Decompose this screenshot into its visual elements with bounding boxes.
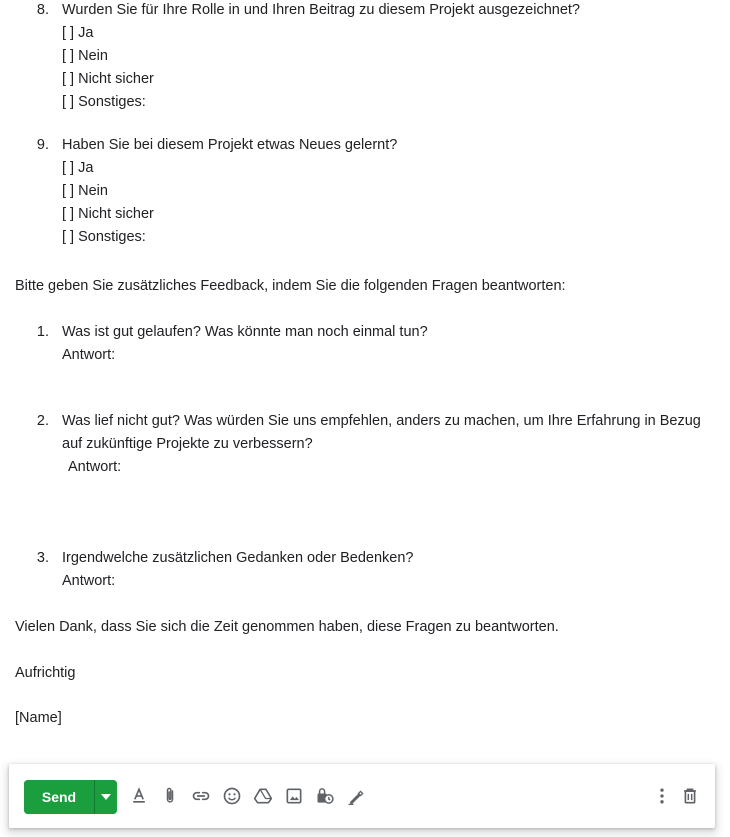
option-nicht-sicher: [ ] Nicht sicher bbox=[62, 71, 154, 87]
more-options-icon[interactable] bbox=[650, 784, 674, 808]
attach-icon[interactable] bbox=[158, 784, 182, 808]
answer-label: Antwort: bbox=[68, 459, 122, 475]
question-number: 1. bbox=[36, 324, 49, 340]
closing-signoff: Aufrichtig bbox=[15, 665, 76, 681]
compose-toolbar bbox=[9, 764, 715, 828]
question-text: Was ist gut gelaufen? Was könnte man noch einmal tun? bbox=[62, 324, 428, 340]
formatting-icon[interactable] bbox=[127, 784, 151, 808]
caret-down-icon bbox=[101, 794, 111, 800]
answer-label: Antwort: bbox=[62, 573, 116, 589]
send-button-group bbox=[24, 780, 117, 814]
question-text: Haben Sie bei diesem Projekt etwas Neues gelernt? bbox=[62, 137, 398, 153]
option-nicht-sicher: [ ] Nicht sicher bbox=[62, 206, 154, 222]
question-number: 3. bbox=[36, 550, 49, 566]
closing-name: [Name] bbox=[15, 710, 62, 726]
confidential-icon[interactable] bbox=[313, 784, 337, 808]
answer-label: Antwort: bbox=[62, 347, 116, 363]
send-options-button[interactable] bbox=[95, 780, 117, 814]
question-number: 9. bbox=[36, 137, 49, 153]
option-ja: [ ] Ja bbox=[62, 160, 94, 176]
question-text: Irgendwelche zusätzlichen Gedanken oder Bedenken? bbox=[62, 550, 414, 566]
discard-icon[interactable] bbox=[678, 784, 702, 808]
emoji-icon[interactable] bbox=[220, 784, 244, 808]
link-icon[interactable] bbox=[189, 784, 213, 808]
question-text: Was lief nicht gut? Was würden Sie uns empfehlen, anders zu machen, um Ihre Erfahrung in Bezug bbox=[62, 413, 701, 429]
option-nein: [ ] Nein bbox=[62, 48, 108, 64]
photo-icon[interactable] bbox=[282, 784, 306, 808]
option-sonstiges: [ ] Sonstiges: bbox=[62, 229, 146, 245]
send-button[interactable]: Send bbox=[24, 780, 94, 814]
question-text-continued: auf zukünftige Projekte zu verbessern? bbox=[62, 436, 313, 452]
signature-icon[interactable] bbox=[344, 784, 368, 808]
option-sonstiges: [ ] Sonstiges: bbox=[62, 94, 146, 110]
question-number: 8. bbox=[36, 2, 49, 18]
drive-icon[interactable] bbox=[251, 784, 275, 808]
closing-thanks: Vielen Dank, dass Sie sich die Zeit genommen haben, diese Fragen zu beantworten. bbox=[15, 619, 559, 635]
question-number: 2. bbox=[36, 413, 49, 429]
feedback-intro: Bitte geben Sie zusätzliches Feedback, indem Sie die folgenden Fragen beantworten: bbox=[15, 278, 566, 294]
question-text: Wurden Sie für Ihre Rolle in und Ihren Beitrag zu diesem Projekt ausgezeichnet? bbox=[62, 2, 580, 18]
option-ja: [ ] Ja bbox=[62, 25, 94, 41]
option-nein: [ ] Nein bbox=[62, 183, 108, 199]
